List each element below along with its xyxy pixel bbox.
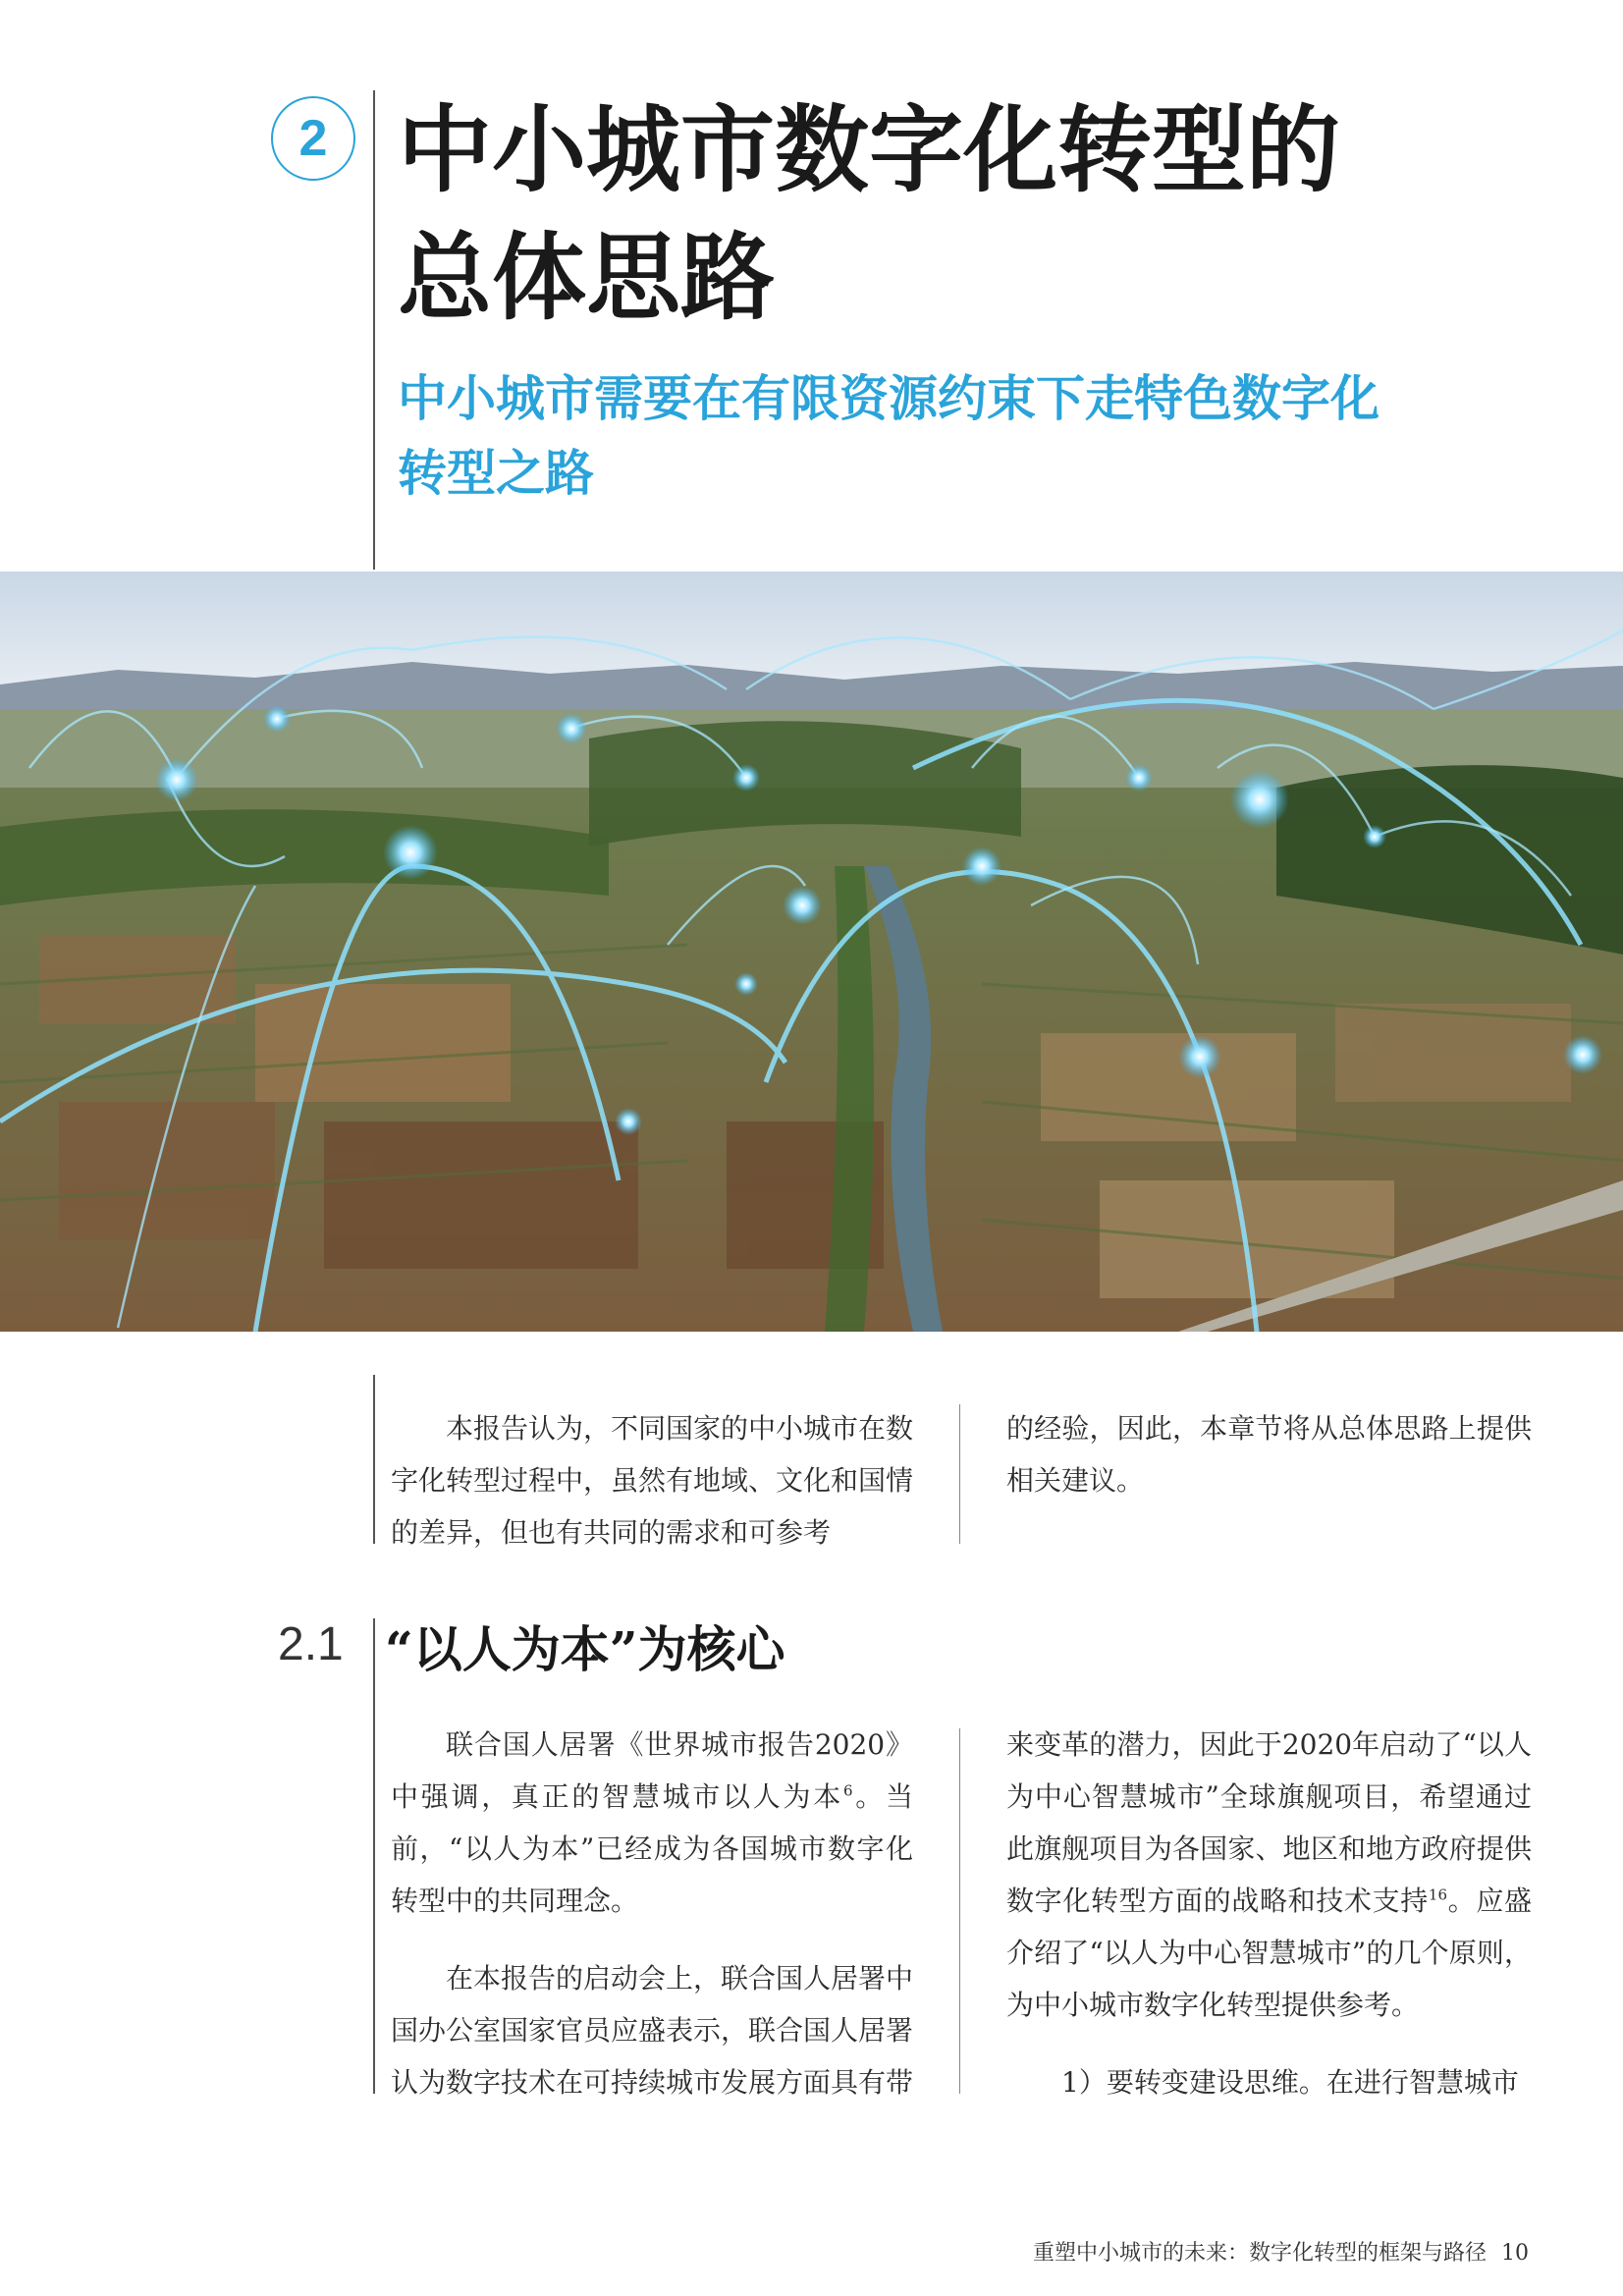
hero-image: [0, 572, 1623, 1332]
page-footer: [1033, 2236, 1529, 2267]
intro-paragraph-left: 本报告认为，不同国家的中小城市在数字化转型过程中，虽然有地域、文化和国情的差异，但也有共同的需求和可参考: [391, 1412, 914, 1549]
intro-left-rule: [373, 1375, 375, 1544]
section-right-paragraph-1: [1006, 1719, 1532, 2031]
page-title: [398, 86, 1556, 342]
chapter-number-badge: 2: [271, 96, 355, 181]
footnote-ref-16: 16: [1428, 1886, 1447, 1904]
footnote-ref-6: 6: [842, 1781, 853, 1800]
section-left-paragraph-2: 在本报告的启动会上，联合国人居署中国办公室国家官员应盛表示，联合国人居署认为数字技术在可持续城市发展方面具有带: [391, 1962, 914, 2099]
page-title-line-1: 中小城市数字化转型的: [398, 94, 1340, 205]
section-left-column: [391, 1719, 913, 2108]
section-right-p1-text-a: 来变革的潜力，因此于2020年启动了“以人为中心智慧城市”全球旗舰项目，希望通过此旗舰项目为各国家、地区和地方政府提供数字化转型方面的战略和技术支持: [1006, 1728, 1532, 1917]
section-vertical-rule: [373, 1618, 375, 2094]
intro-center-rule: [959, 1404, 960, 1544]
page-subtitle-line-2: 转型之路: [398, 445, 594, 502]
section-right-paragraph-2: 1）要转变建设思维。在进行智慧城市: [1061, 2066, 1519, 2099]
section-center-rule: [959, 1728, 960, 2094]
section-left-p1-text-b: 。当前，“以人为本”已经成为各国城市数字化转型中的共同理念。: [391, 1780, 913, 1917]
page-number: 10: [1501, 2241, 1529, 2266]
header-vertical-rule: [373, 90, 375, 570]
page-title-line-2: 总体思路: [398, 222, 775, 333]
intro-left-column: [391, 1402, 913, 1558]
section-title: “以人为本”为核心: [385, 1620, 785, 1678]
section-right-p1-text-b: 。应盛介绍了“以人为中心智慧城市”的几个原则，为中小城市数字化转型提供参考。: [1006, 1885, 1532, 2021]
page-subtitle-line-1: 中小城市需要在有限资源约束下走特色数字化: [398, 370, 1380, 427]
intro-paragraph-right: 的经验，因此，本章节将从总体思路上提供相关建议。: [1006, 1412, 1532, 1497]
section-right-column: [1006, 1719, 1532, 2108]
section-number: 2.1: [278, 1618, 344, 1670]
page-subtitle: [398, 361, 1556, 511]
section-left-paragraph-1: [391, 1719, 913, 1927]
intro-right-column: [1006, 1402, 1532, 1506]
footer-title: 重塑中小城市的未来：数字化转型的框架与路径: [1032, 2241, 1487, 2266]
section-left-p1-text-a: 联合国人居署《世界城市报告2020》中强调，真正的智慧城市以人为本: [391, 1728, 913, 1813]
